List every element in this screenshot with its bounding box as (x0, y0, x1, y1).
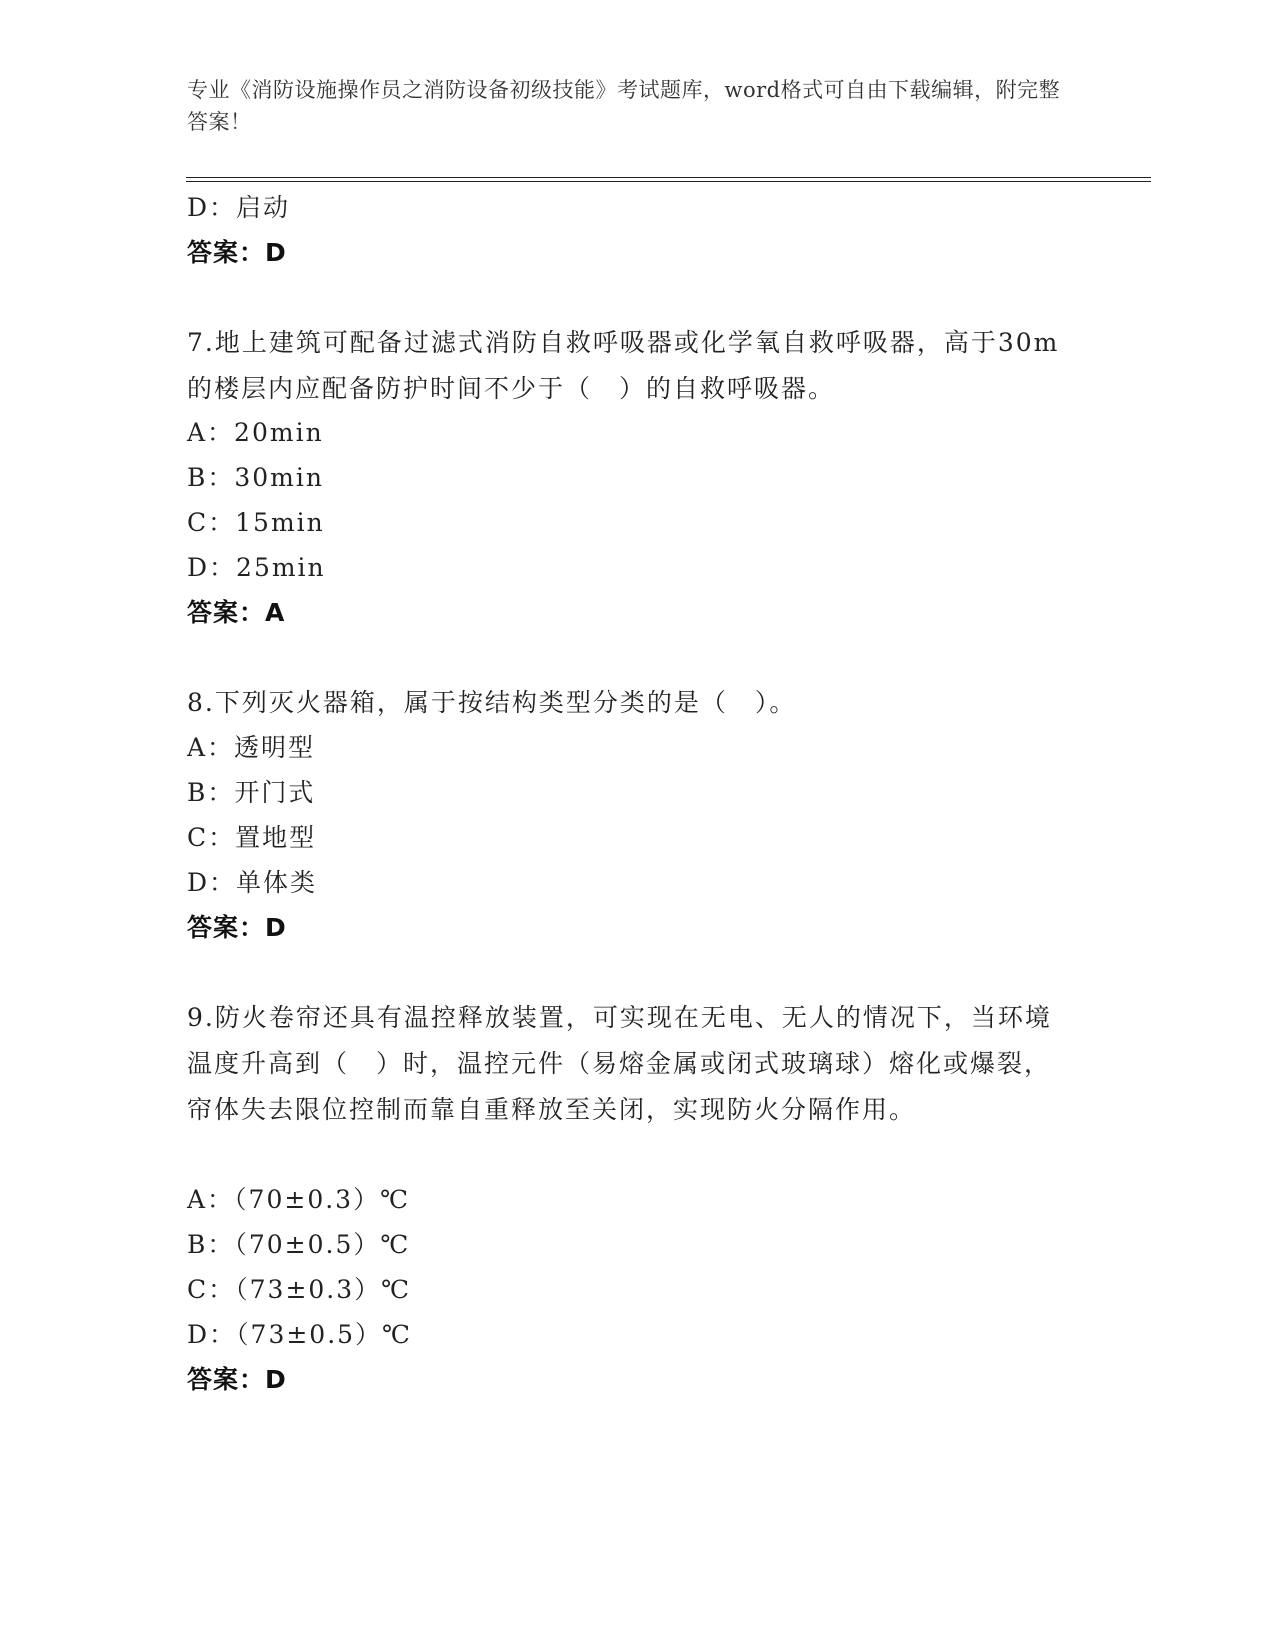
question-7-option-d: D：25min (187, 553, 326, 582)
prev-answer: 答案：D (187, 238, 287, 267)
prev-option-d: D：启动 (187, 193, 291, 222)
question-7-answer: 答案：A (187, 598, 286, 627)
question-7-option-a: A：20min (187, 418, 324, 447)
question-8-option-c: C：置地型 (187, 823, 317, 852)
question-7-stem: 7.地上建筑可配备过滤式消防自救呼吸器或化学氧自救呼吸器，高于30m的楼层内应配备防护时间不少于（ ）的自救呼吸器。 (187, 328, 1060, 403)
question-7-option-c: C：15min (187, 508, 325, 537)
question-9-stem: 9.防火卷帘还具有温控释放装置，可实现在无电、无人的情况下，当环境温度升高到（ ）时，温控元件（易熔金属或闭式玻璃球）熔化或爆裂，帘体失去限位控制而靠自重释放至关闭，实现防火分隔作用。 (187, 1003, 1052, 1124)
document-header: 专业《消防设施操作员之消防设备初级技能》考试题库，word格式可自由下载编辑，附完整答案！ (187, 78, 1061, 134)
question-9-answer: 答案：D (187, 1365, 287, 1394)
question-9-option-d: D：（73±0.5）℃ (187, 1320, 413, 1349)
header-divider (186, 177, 1151, 182)
question-9-option-c: C：（73±0.3）℃ (187, 1275, 412, 1304)
question-7-option-b: B：30min (187, 463, 324, 492)
question-9-option-a: A：（70±0.3）℃ (187, 1185, 411, 1214)
question-8-option-b: B：开门式 (187, 778, 316, 807)
question-9-option-b: B：（70±0.5）℃ (187, 1230, 411, 1259)
question-8-option-d: D：单体类 (187, 868, 318, 897)
question-8-stem: 8.下列灭火器箱，属于按结构类型分类的是（ ）。 (187, 688, 797, 717)
question-8-answer: 答案：D (187, 913, 287, 942)
question-8-option-a: A：透明型 (187, 733, 316, 762)
